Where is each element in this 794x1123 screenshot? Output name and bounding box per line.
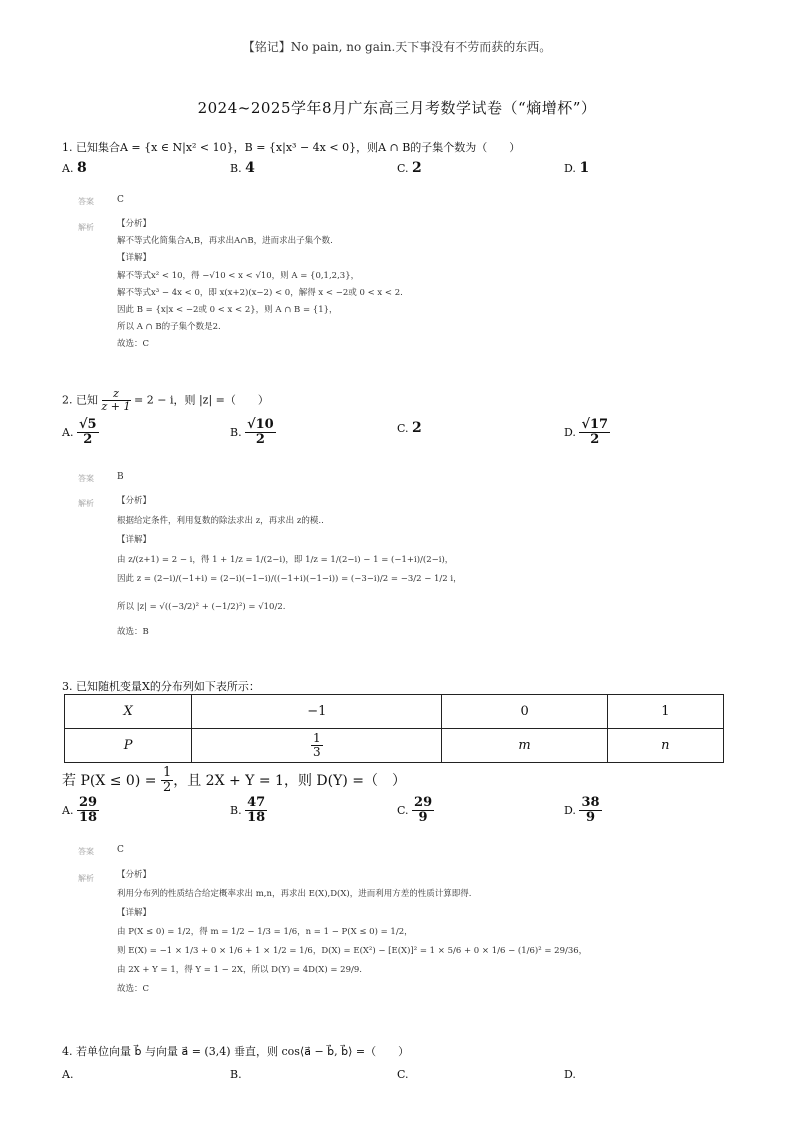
q2-option-a: A. $\frac{√5}{2}$ <box>62 417 97 448</box>
table-cell: X <box>65 695 192 729</box>
q1-analysis-label: 解析 <box>78 223 94 232</box>
question-4-stem: 4. 若单位向量 b⃗ 与向量 a⃗ = (3,4) 垂直，则 cos⟨a⃗ − b⃗, b⃗⟩ =（ ） <box>62 1045 410 1058</box>
question-3-stem: 3. 已知随机变量X的分布列如下表所示： <box>62 680 260 693</box>
distribution-table <box>64 694 724 763</box>
page-title: 2024~2025学年8月广东高三月考数学试卷（“熵增杯”） <box>197 99 597 117</box>
q2-analysis-label: 解析 <box>78 499 94 508</box>
q4-option-a: A. <box>62 1068 74 1081</box>
table-row <box>65 729 724 763</box>
q1-option-a: A. 8 <box>62 160 87 176</box>
table-row <box>65 695 724 729</box>
table-cell: 1 <box>607 695 723 729</box>
question-1-stem: 1. 已知集合A = {x ∈ N|x² < 10}，B = {x|x³ − 4x < 0}，则A ∩ B的子集个数为（ ） <box>62 141 521 154</box>
q2-option-d: D. $\frac{√17}{2}$ <box>564 417 609 448</box>
q3-option-c: C. $\frac{29}{9}$ <box>397 795 433 826</box>
q1-answer: C <box>117 195 124 205</box>
table-cell: $\frac{1}{3}$ <box>192 729 442 763</box>
table-cell: 0 <box>442 695 607 729</box>
q4-option-d: D. <box>564 1068 576 1081</box>
q1-answer-label: 答案 <box>78 197 94 206</box>
q1-option-b: B. 4 <box>230 160 255 176</box>
q2-answer: B <box>117 472 124 482</box>
q3-option-d: D. $\frac{38}{9}$ <box>564 795 600 826</box>
q2-answer-label: 答案 <box>78 474 94 483</box>
q2-option-c: C. 2 <box>397 420 422 436</box>
q3-condition: 若 P(X ≤ 0) = $\frac{1}{2}$ ，且 2X + Y = 1，则 D(Y) =（ ） <box>62 765 406 796</box>
q2-analysis: 【分析】 根据给定条件，利用复数的除法求出 z，再求出 z的模.. 【详解】 由 z/(z+1) = 2 − i，得 1 + 1/z = 1/(2−i)，即 1/z = 1/(2−i) − 1 = (−1+i)/(2−i)， 因此 z = (2−i)/(−1+i) = (2−i)(−1−i)/((−1+i)(−1−i)) = (−3−i)/2 = −3/2 − 1/2 i， 所以 |z| = √((−3/2)² + (−1/2)²) = √10/2. 故选：B <box>117 496 462 637</box>
q2-fraction: $\frac{z}{z + 1}$ <box>101 387 131 414</box>
q3-option-b: B. $\frac{47}{18}$ <box>230 795 266 826</box>
q1-option-d: D. 1 <box>564 160 590 176</box>
q3-analysis: 【分析】 利用分布列的性质结合给定概率求出 m,n，再求出 E(X),D(X)，进而利用方差的性质计算即得. 【详解】 由 P(X ≤ 0) = 1/2，得 m = 1/2 − 1/3 = 1/6，n = 1 − P(X ≤ 0) = 1/2， 则 E(X) = −1 × 1/3 + 0 × 1/6 + 1 × 1/2 = 1/6，D(X) = E(X²) − [E(X)]² = 1 × 5/6 + 0 × 1/6 − (1/6)² = 29/36， 由 2X + Y = 1，得 Y = 1 − 2X，所以 D(Y) = 4D(X) = 29/9. 故选：C <box>117 870 588 994</box>
q1-analysis: 【分析】 解不等式化简集合A,B，再求出A∩B，进而求出子集个数. 【详解】 解不等式x² < 10，得 −√10 < x < √10，则 A = {0,1,2,3}， 解不等式x³ − 4x < 0，即 x(x+2)(x−2) < 0，解得 x < −2或 0 < x < 2. 因此 B = {x|x < −2或 0 < x < 2}，则 A ∩ B = {1}， 所以 A ∩ B的子集个数是2. 故选：C <box>117 219 403 350</box>
q3-analysis-label: 解析 <box>78 874 94 883</box>
table-cell: n <box>607 729 723 763</box>
motto: 【铭记】No pain, no gain.天下事没有不劳而获的东西。 <box>242 40 552 54</box>
table-cell: P <box>65 729 192 763</box>
q2-option-b: B. $\frac{√10}{2}$ <box>230 417 274 448</box>
q3-answer: C <box>117 845 124 855</box>
q4-option-c: C. <box>397 1068 409 1081</box>
q3-option-a: A. $\frac{29}{18}$ <box>62 795 98 826</box>
q1-option-c: C. 2 <box>397 160 422 176</box>
question-2-stem: 2. 已知 $\frac{z}{z + 1}$ = 2 − i，则 |z| =（ ） <box>62 387 269 414</box>
table-cell: m <box>442 729 607 763</box>
q3-answer-label: 答案 <box>78 847 94 856</box>
table-cell: −1 <box>192 695 442 729</box>
q4-option-b: B. <box>230 1068 242 1081</box>
